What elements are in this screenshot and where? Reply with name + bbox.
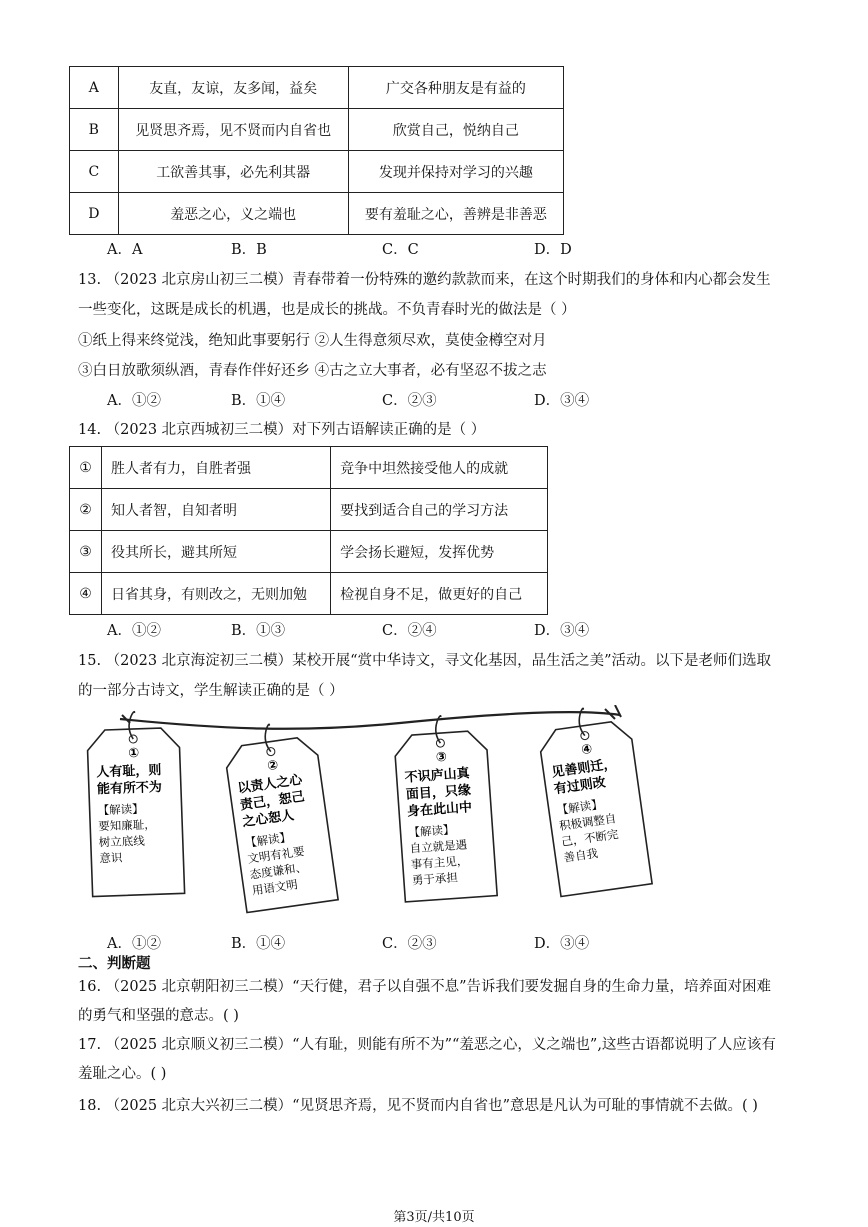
tag-poem-line: 能有所不为 [96, 780, 163, 798]
section-heading: 二、判断题 [78, 956, 151, 972]
tag-poem-line: 责己，恕己 [239, 789, 306, 814]
tag-poem-line: 不识庐山真 [404, 766, 471, 786]
item-number: ① [70, 447, 102, 489]
q14-option-d: D．③④ [534, 623, 590, 639]
tag-note-line: 态度谦和、 [248, 859, 308, 882]
tag-number: ② [266, 757, 280, 775]
poem-tag-1 [86, 710, 184, 896]
tag-note-line: 事有主见， [410, 853, 469, 872]
tag-note-line: 善自我 [562, 846, 599, 865]
q13-option-b: B．①④ [231, 393, 286, 409]
tag-note-line: 己，不断完 [560, 827, 620, 849]
q15-option-c: C．②③ [382, 936, 437, 952]
option-letter: A [70, 67, 119, 109]
q16-line1: 16. （2025 北京朝阳初三二模）“天行健，君子以自强不息”告诉我们要发掘自身的生命力量，培养面对困难 [78, 979, 772, 995]
tag-poem-line: 之心恕人 [241, 808, 296, 831]
tag-poem-line: 以责人之心 [236, 772, 304, 797]
q14-option-c: C．②④ [382, 623, 437, 639]
page-footer: 第3页/共10页 [393, 1210, 475, 1225]
poem-tag-3 [393, 713, 498, 902]
interpretation-cell: 广交各种朋友是有益的 [348, 67, 563, 109]
item-number: ③ [70, 531, 102, 573]
hanging-tags-illustration [80, 705, 720, 925]
tag-note-line: 用语文明 [251, 877, 299, 898]
tag-note-line: 树立底线 [98, 833, 146, 850]
table-row [70, 531, 548, 573]
table-row [70, 193, 564, 235]
q15-stem-line1: 15. （2023 北京海淀初三二模）某校开展“赏中华诗文，寻文化基因，品生活之美”活动。以下是老师们选取 [78, 653, 772, 669]
q13-option-a: A．①② [107, 393, 161, 409]
table-row [70, 151, 564, 193]
tag-number: ① [127, 745, 140, 762]
tag-note-line: 【解读】 [244, 829, 292, 851]
tag-poem-line: 身在此山中 [406, 800, 473, 820]
q16-line2: 的勇气和坚强的意志。( ) [78, 1008, 239, 1024]
tag-note-line: 积极调整自 [558, 811, 618, 834]
q17-line1: 17. （2025 北京顺义初三二模）“人有耻，则能有所不为”“羞恶之心，义之端也”,这些古语都说明了人应该有 [78, 1037, 776, 1053]
tag-number: ③ [435, 749, 448, 766]
q15-stem-line2: 的一部分古诗文，学生解读正确的是（ ） [78, 683, 344, 699]
q13-stem-line2: 一些变化，这既是成长的机遇，也是成长的挑战。不负青春时光的做法是（ ） [78, 302, 576, 318]
q15-option-a: A．①② [107, 936, 161, 952]
interpretation-cell: 竞争中坦然接受他人的成就 [331, 447, 548, 489]
quote-cell: 友直，友谅，友多闻，益矣 [118, 67, 348, 109]
quote-cell: 胜人者有力，自胜者强 [101, 447, 330, 489]
tag-poem-line: 见善则迁， [550, 756, 618, 781]
tag-note-line: 【解读】 [408, 822, 455, 840]
quote-cell: 羞恶之心，义之端也 [118, 193, 348, 235]
table-row [70, 67, 564, 109]
poem-tag-2 [222, 718, 339, 912]
q12-option-d: D．D [534, 242, 572, 258]
table-row [70, 447, 548, 489]
interpretation-cell: 要找到适合自己的学习方法 [331, 489, 548, 531]
table-row [70, 573, 548, 615]
tag-poem-line: 人有耻，则 [96, 763, 162, 781]
tag-poem-line: 有过则改 [553, 775, 607, 798]
tag-note-line: 文明有礼要 [246, 843, 306, 866]
q15-option-b: B．①④ [231, 936, 286, 952]
q13-stem-line1: 13. （2023 北京房山初三二模）青春带着一份特殊的邀约款款而来，在这个时期我们的身体和内心都会发生 [78, 272, 771, 288]
q12-table [69, 66, 564, 235]
quote-cell: 日省其身，有则改之，无则加勉 [101, 573, 330, 615]
q13-items-line1: ①纸上得来终觉浅，绝知此事要躬行 ②人生得意须尽欢，莫使金樽空对月 [78, 333, 547, 349]
tag-number: ④ [580, 741, 594, 759]
q13-items-line2: ③白日放歌须纵酒，青春作伴好还乡 ④古之立大事者，必有坚忍不拔之志 [78, 363, 547, 379]
quote-cell: 役其所长，避其所短 [101, 531, 330, 573]
table-row [70, 109, 564, 151]
item-number: ② [70, 489, 102, 531]
tag-note-line: 【解读】 [97, 801, 144, 818]
q14-stem: 14. （2023 北京西城初三二模）对下列古语解读正确的是（ ） [78, 422, 486, 438]
tag-note-line: 意识 [99, 850, 123, 866]
q14-table [69, 446, 548, 615]
interpretation-cell: 检视自身不足，做更好的自己 [331, 573, 548, 615]
tag-note-line: 要知廉耻， [97, 817, 156, 834]
q13-option-c: C．②③ [382, 393, 437, 409]
quote-cell: 知人者智，自知者明 [101, 489, 330, 531]
q15-option-d: D．③④ [534, 936, 590, 952]
option-letter: B [70, 109, 119, 151]
table-row [70, 489, 548, 531]
q12-option-b: B．B [231, 242, 267, 258]
hanging-string [120, 712, 620, 729]
q12-option-a: A．A [107, 242, 143, 258]
q12-option-c: C．C [382, 242, 419, 258]
q17-line2: 羞耻之心。( ) [78, 1066, 167, 1082]
interpretation-cell: 发现并保持对学习的兴趣 [348, 151, 563, 193]
option-letter: C [70, 151, 119, 193]
tag-note-line: 【解读】 [555, 796, 604, 818]
quote-cell: 工欲善其事，必先利其器 [118, 151, 348, 193]
q14-option-a: A．①② [107, 623, 161, 639]
interpretation-cell: 学会扬长避短，发挥优势 [331, 531, 548, 573]
option-letter: D [70, 193, 119, 235]
quote-cell: 见贤思齐焉，见不贤而内自省也 [118, 109, 348, 151]
q14-option-b: B．①③ [231, 623, 286, 639]
q13-option-d: D．③④ [534, 393, 590, 409]
tag-note-line: 自立就是遇 [409, 837, 468, 856]
item-number: ④ [70, 573, 102, 615]
tag-note-line: 勇于承担 [411, 870, 459, 888]
q18-line1: 18. （2025 北京大兴初三二模）“见贤思齐焉，见不贤而内自省也”意思是凡认为可耻的事情就不去做。( ) [78, 1098, 758, 1114]
poem-tag-4 [536, 705, 653, 897]
interpretation-cell: 欣赏自己，悦纳自己 [348, 109, 563, 151]
tag-poem-line: 面目，只缘 [405, 783, 472, 803]
interpretation-cell: 要有羞耻之心，善辨是非善恶 [348, 193, 563, 235]
